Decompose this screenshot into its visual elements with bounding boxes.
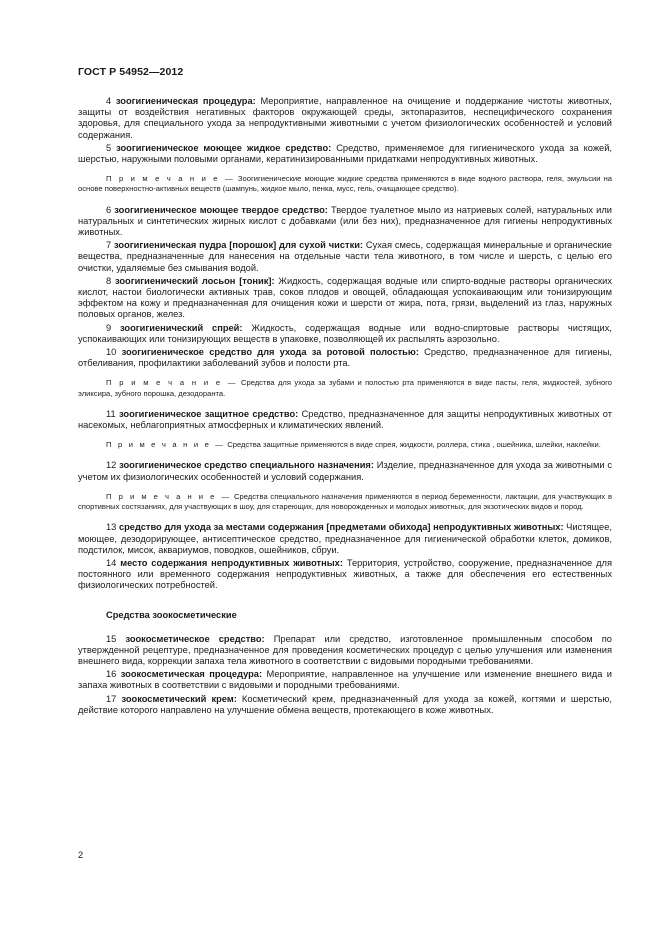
term-number: 10 [106,347,117,358]
term-number: 12 [106,460,117,471]
term-number: 14 [106,557,117,568]
term-number: 11 [106,408,116,419]
term-name: зоокосметическая процедура: [120,669,263,680]
term-number: 7 [106,240,112,251]
term-text: Средство, предназначенное для гигиены, отбеливания, профилактики заболеваний зубов и полости рта. [78,347,612,369]
term-name: зоогигиеническое моющее жидкое средство: [116,142,332,153]
term-definition [78,522,612,556]
document-header: ГОСТ Р 54952—2012 [78,66,184,78]
term-text: Изделие, предназначенное для ухода за животными с учетом их физиологических особенностей и условий содержания. [78,460,612,482]
term-definition [78,669,612,691]
note-label: П р и м е ч а н и е — [106,491,232,501]
document-body [78,96,612,718]
term-definition [78,323,612,345]
term-definition [78,460,612,482]
term-text: Жидкость, содержащая водные или водно-спиртовые растворы чистящих, успокаивающих или тонизирующих веществ в упаковке, позволяющей их распылять аэрозольно. [78,322,612,344]
term-number: 13 [106,522,117,533]
term-definition [78,409,612,431]
note-text: Средства специального назначения применяются в период беременности, лактации, для участвующих в спортивных состязаниях, для участвующих в шоу, для стареющих, для новорожденных и молодых животных, для экзотических видов и пород. [78,491,612,512]
term-text: Средство, предназначенное для защиты непродуктивных животных от насекомых, неблагоприятных атмосферных и климатических явлений. [78,408,612,431]
term-text: Чистящее, моющее, дезодорирующее, антисептическое средство, предназначенное для гигиенической обработки клеток, домиков, подстилок, мисок, аквариумов, поводков, ошейников, сбруи. [78,522,612,555]
term-text: Косметический крем, предназначенный для ухода за кожей, когтями и шерстью, действие которого направлено на улучшение обмена веществ, протекающего в коже животных. [78,693,612,715]
term-text: Жидкость, содержащая водные или спирто-водные растворы органических кислот, настои биологически активных трав, соков плодов и овощей, обладающая успокаивающим или тонизирующим эффектом на кожу и предназначенная для очищения кожи и шерсти от жира, пота, грязи, выделений из глаз, наружных половых органов, желез. [78,275,612,320]
term-text: Твердое туалетное мыло из натриевых солей, натуральных или натуральных и синтетических жирных кислот с добавками (или без них), предназначенное для гигиены непродуктивных животных. [78,204,612,238]
section-heading: Средства зоокосметические [106,609,237,620]
term-definition [78,276,612,321]
term-name: зоогигиеническая пудра [порошок] для сухой чистки: [114,240,364,251]
term-text: Средство, применяемое для гигиенического ухода за кожей, шерстью, наружными половыми органами, кератинизированными придатками непродуктивных животных. [78,142,612,165]
term-name: место содержания непродуктивных животных: [120,557,343,568]
term-number: 9 [106,322,112,333]
term-definition [78,96,612,141]
note-paragraph [78,440,612,450]
term-number: 5 [106,142,112,153]
term-name: зоогигиенический спрей: [120,322,243,333]
term-name: средство для ухода за местами содержания [предметами обихода] непродуктивных животных: [118,522,564,533]
term-text: Территория, устройство, сооружение, предназначенное для постоянного или временного содержания непродуктивных животных, а также для обеспечения его естественных физиологических потребностей. [78,557,612,591]
term-definition [78,694,612,716]
page-number: 2 [78,850,84,860]
term-text: Сухая смесь, содержащая минеральные и органические вещества, предназначенные для нанесения на отдельные части тела животного, в том числе и шерсть, с целью его очистки, удаляемые без смывания водой. [78,240,612,273]
note-label: П р и м е ч а н и е — [106,440,226,450]
term-number: 6 [106,204,112,215]
term-name: зоокосметическое средство: [125,633,265,644]
term-number: 4 [106,96,112,106]
note-label: П р и м е ч а н и е — [106,378,238,388]
note-paragraph [78,378,612,398]
note-paragraph [78,174,612,194]
term-number: 17 [106,693,117,704]
term-text: Мероприятие, направленное на улучшение или изменение внешнего вида и запаха животных в соответствии с видовыми и породными требованиями. [78,669,612,691]
term-name: зоогигиеническое средство специального назначения: [119,460,374,471]
term-definition [78,558,612,592]
term-name: зоогигиеническое моющее твердое средство: [114,204,328,215]
term-definition [78,634,612,668]
note-text: Средства для ухода за зубами и полостью рта применяются в виде пасты, геля, жидкостей, зубного эликсира, зубного порошка, дезодоранта. [78,378,612,398]
note-paragraph [78,492,612,512]
term-definition [78,143,612,165]
term-number: 16 [106,669,117,680]
term-definition [78,205,612,239]
term-number: 15 [106,633,117,644]
term-text: Мероприятие, направленное на очищение и поддержание чистоты животных, защиты от воздействия негативных факторов окружающей среды, эктопаразитов, неспецифического сохранения здоровья, для специального ухода за непродуктивными животными с учетом физиологических особенностей и условий содержания. [78,96,612,140]
term-name: зоогигиеническое средство для ухода за ротовой полостью: [121,347,419,358]
note-text: Средства защитные применяются в виде спрея, жидкости, роллера, стика , ошейника, шлейки, наклейки. [227,440,601,450]
note-text: Зоогигиенические моющие жидкие средства применяются в виде водного раствора, геля, эмульсии на основе поверхностно-активных веществ (шампунь, жидкое мыло, пенка, мусс, гель, очищающее средство). [78,174,612,194]
term-name: зоокосметический крем: [121,693,237,704]
note-label: П р и м е ч а н и е — [106,174,235,184]
term-text: Препарат или средство, изготовленное промышленным способом по утвержденной рецептуре, предназначенное для проведения косметических процедур с целью улучшения или изменения внешнего вида, коррекции запаха тела животного в соответствии с видовыми породными требованиями. [78,633,612,666]
term-number: 8 [106,275,112,286]
term-name: зоогигиеническая процедура: [115,96,256,106]
term-definition [78,240,612,274]
term-name: зоогигиенический лосьон [тоник]: [114,275,275,286]
term-name: зоогигиеническое защитное средство: [119,408,299,419]
term-definition [78,347,612,369]
